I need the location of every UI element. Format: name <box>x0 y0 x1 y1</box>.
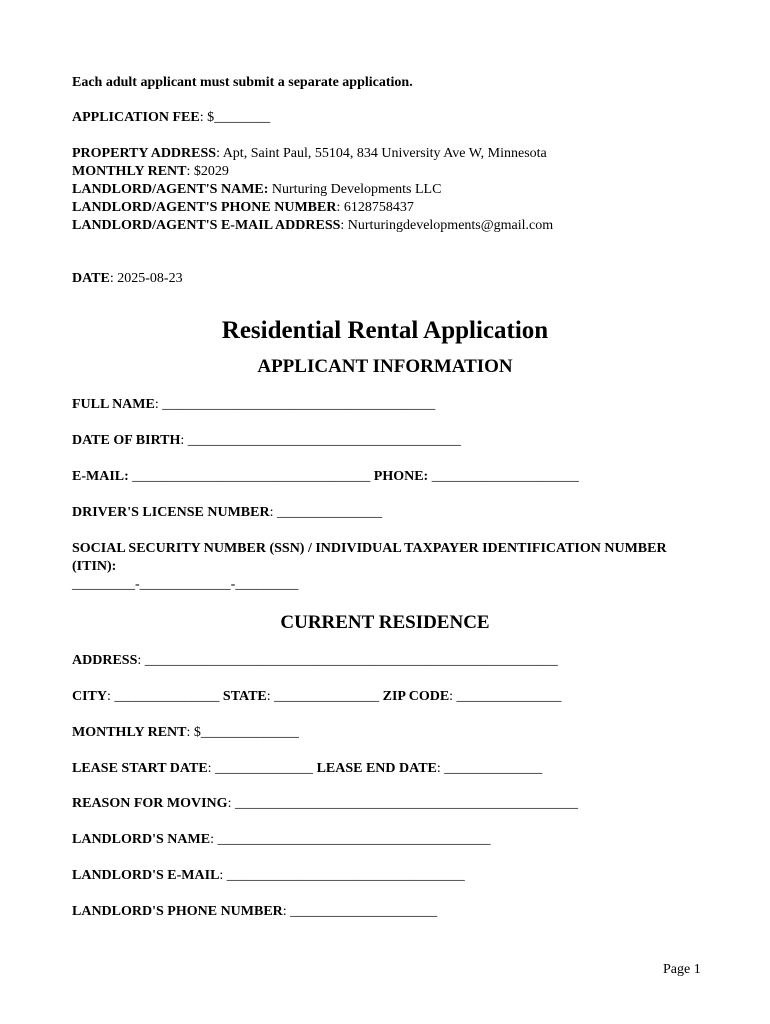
email-phone-row <box>72 468 579 486</box>
landlord-agent-name-value: Nurturing Developments LLC <box>268 182 442 197</box>
landlord-phone-label: LANDLORD'S PHONE NUMBER <box>72 904 283 919</box>
drivers-license-field[interactable] <box>72 504 382 522</box>
landlord-agent-email-line <box>72 217 553 235</box>
full-name-label: FULL NAME <box>72 397 155 412</box>
monthly-rent-label: MONTHLY RENT <box>72 164 187 179</box>
ssn-itin-label: SOCIAL SECURITY NUMBER (SSN) / INDIVIDUAL TAXPAYER IDENTIFICATION NUMBER (ITIN): <box>72 541 667 574</box>
date-of-birth-field[interactable] <box>72 432 461 450</box>
landlord-email-label: LANDLORD'S E-MAIL <box>72 868 220 883</box>
reason-for-moving-label: REASON FOR MOVING <box>72 796 228 811</box>
lease-dates-row <box>72 760 542 778</box>
current-monthly-rent-label: MONTHLY RENT <box>72 725 187 740</box>
applicant-notice: Each adult applicant must submit a separate application. <box>72 75 413 90</box>
page-number: Page 1 <box>663 962 701 977</box>
property-address-value: : Apt, Saint Paul, 55104, 834 University Ave W, Minnesota <box>216 146 547 161</box>
document-title: Residential Rental Application <box>221 317 549 344</box>
zip-code-label: ZIP CODE <box>382 689 450 704</box>
monthly-rent-line <box>72 163 229 181</box>
landlord-name-blank[interactable]: : _______________________________________ <box>210 832 491 847</box>
application-fee-label: APPLICATION FEE <box>72 110 200 125</box>
landlord-phone-blank[interactable]: : _____________________ <box>282 904 438 919</box>
city-state-zip-row <box>72 688 562 706</box>
landlord-phone-field[interactable] <box>72 903 437 921</box>
state-blank[interactable]: : _______________ <box>266 689 383 704</box>
address-field[interactable] <box>72 652 558 670</box>
ssn-itin-blank[interactable]: _________-_____________-_________ <box>72 577 299 592</box>
date-line <box>72 270 183 288</box>
email-label: E-MAIL: <box>72 469 129 484</box>
application-fee-value: : $________ <box>199 110 271 125</box>
landlord-agent-phone-label: LANDLORD/AGENT'S PHONE NUMBER <box>72 200 337 215</box>
landlord-name-field[interactable] <box>72 831 490 849</box>
address-label: ADDRESS <box>72 653 138 668</box>
landlord-agent-email-value: : Nurturingdevelopments@gmail.com <box>340 218 554 233</box>
property-address-line <box>72 145 547 163</box>
applicant-information-heading: APPLICANT INFORMATION <box>257 356 513 377</box>
date-value: : 2025-08-23 <box>109 271 183 286</box>
state-label: STATE <box>222 689 267 704</box>
lease-end-date-blank[interactable]: : ______________ <box>436 761 543 776</box>
date-of-birth-blank[interactable]: : _______________________________________ <box>180 433 461 448</box>
full-name-field[interactable] <box>72 396 435 414</box>
city-blank[interactable]: : _______________ <box>107 689 223 704</box>
reason-for-moving-blank[interactable]: : _________________________________________________ <box>227 796 578 811</box>
landlord-agent-name-line <box>72 181 441 199</box>
lease-start-date-label: LEASE START DATE <box>72 761 208 776</box>
phone-label: PHONE: <box>373 469 429 484</box>
address-blank[interactable]: : ___________________________________________________________ <box>137 653 558 668</box>
landlord-agent-phone-line <box>72 199 414 217</box>
date-of-birth-label: DATE OF BIRTH <box>72 433 181 448</box>
property-address-label: PROPERTY ADDRESS <box>72 146 217 161</box>
date-label: DATE <box>72 271 110 286</box>
email-blank[interactable]: __________________________________ <box>128 469 374 484</box>
landlord-email-blank[interactable]: : __________________________________ <box>219 868 465 883</box>
zip-code-blank[interactable]: : _______________ <box>449 689 562 704</box>
phone-blank[interactable]: _____________________ <box>428 469 579 484</box>
landlord-email-field[interactable] <box>72 867 465 885</box>
application-fee-line <box>72 109 270 127</box>
current-monthly-rent-field[interactable] <box>72 724 299 742</box>
monthly-rent-value: : $2029 <box>186 164 229 179</box>
landlord-agent-email-label: LANDLORD/AGENT'S E-MAIL ADDRESS <box>72 218 341 233</box>
drivers-license-blank[interactable]: : _______________ <box>269 505 382 520</box>
reason-for-moving-field[interactable] <box>72 795 578 813</box>
current-residence-heading: CURRENT RESIDENCE <box>280 612 490 633</box>
full-name-blank[interactable]: : _______________________________________ <box>154 397 436 412</box>
current-monthly-rent-blank[interactable]: : $______________ <box>186 725 299 740</box>
landlord-agent-phone-value: : 6128758437 <box>336 200 414 215</box>
drivers-license-label: DRIVER'S LICENSE NUMBER <box>72 505 270 520</box>
landlord-name-label: LANDLORD'S NAME <box>72 832 211 847</box>
city-label: CITY <box>72 689 108 704</box>
lease-start-date-blank[interactable]: : ______________ <box>207 761 317 776</box>
lease-end-date-label: LEASE END DATE <box>316 761 437 776</box>
landlord-agent-name-label: LANDLORD/AGENT'S NAME: <box>72 182 269 197</box>
